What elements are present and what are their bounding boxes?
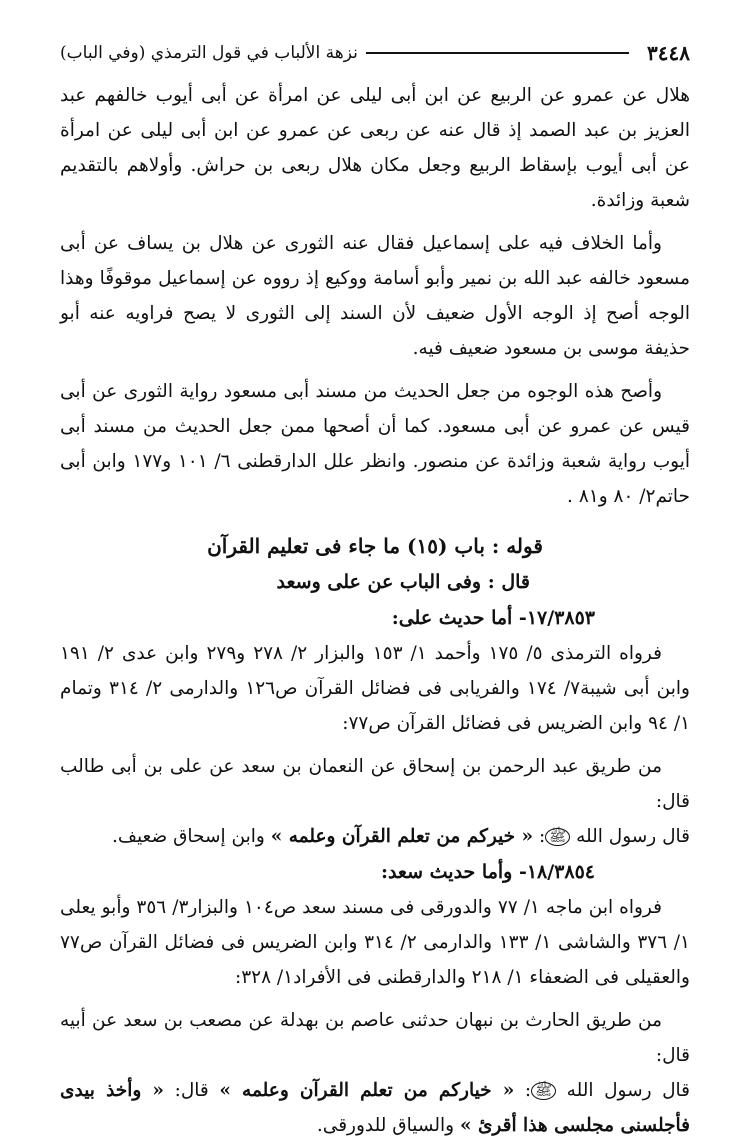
chapter-subheading: قال : وفى الباب عن على وسعد bbox=[276, 571, 530, 593]
hadith-1-saying: قال رسول الله ﷺ: « خيركم من تعلم القرآن وعلمه » وابن إسحاق ضعيف. bbox=[111, 826, 690, 847]
saying-quote: « خياركم من تعلم القرآن وعلمه » bbox=[219, 1080, 515, 1101]
saying-suffix: وابن إسحاق ضعيف. bbox=[111, 826, 265, 847]
hadith-2-sources: فرواه ابن ماجه ١/ ٧٧ والدورقى فى مسند سعد ص١٠٤ والبزار٣/ ٣٥٦ وأبو يعلى ١/ ٣٧٦ والشاشى ١/ ١٣٣ والدارمى ٢/ ٣١٤ وابن الضريس فى فضائل القرآن ص٧٧ والعقيلى فى الضعفاء ١/ ٢١٨ والدارقطنى فى الأفراد١/ ٣٢٨: bbox=[60, 897, 690, 988]
hadith-1-chain: من طريق عبد الرحمن بن إسحاق عن النعمان بن سعد عن على بن أبى طالب قال: bbox=[60, 756, 690, 812]
paragraph-3: وأصح هذه الوجوه من جعل الحديث من مسند أبى مسعود رواية الثورى عن أبى قيس عن عمرو عن أبى مسعود. كما أن أصحها ممن جعل الحديث من مسند أبى أيوب رواية شعبة وزائدة عن منصور. وانظر علل الدارقطنى ٦/ ١٠١ و١٧٧ وابن أبى حاتم٢/ ٨٠ و٨١ . bbox=[60, 381, 690, 507]
hadith-2-saying: قال رسول الله ﷺ: « خياركم من تعلم القرآن وعلمه » قال: « وأخذ بيدى فأجلسنى مجلسى هذا أقرئ » والسياق للدورقى. bbox=[60, 1080, 691, 1136]
pbuh-symbol: ﷺ bbox=[531, 1082, 556, 1100]
saying-quote: « خيركم من تعلم القرآن وعلمه » bbox=[270, 826, 534, 847]
saying-suffix: والسياق للدورقى. bbox=[316, 1115, 455, 1136]
header-rule bbox=[366, 52, 629, 54]
saying-prefix: قال رسول الله bbox=[576, 826, 690, 847]
paragraph-2: وأما الخلاف فيه على إسماعيل فقال عنه الثورى عن هلال بن يساف عن أبى مسعود خالفه عبد الله بن نمير وأبو أسامة ووكيع إذ رووه عن إسماعيل موقوفًا وهذا الوجه أصح إذ الوجه الأول ضعيف لأن السند إلى الثورى لا يصح فراويه عنه أبو حذيفة موسى بن مسعود ضعيف فيه. bbox=[60, 233, 690, 359]
hadith-2-heading: ١٨/٣٨٥٤- وأما حديث سعد: bbox=[380, 861, 595, 883]
page-number: ٣٤٤٨ bbox=[647, 41, 690, 65]
hadith-1-heading: ١٧/٣٨٥٣- أما حديث على: bbox=[391, 607, 595, 629]
hadith-2-chain: من طريق الحارث بن نبهان حدثنى عاصم بن بهدلة عن مصعب بن سعد عن أبيه قال: bbox=[60, 1010, 690, 1066]
running-title: نزهة الألباب في قول الترمذي (وفي الباب) bbox=[60, 43, 358, 63]
hadith-1-sources: فرواه الترمذى ٥/ ١٧٥ وأحمد ١/ ١٥٣ والبزار ٢/ ٢٧٨ و٢٧٩ وابن عدى ٢/ ١٩١ وابن أبى شيبة٧/ ١٧٤ والفريابى فى فضائل القرآن ص١٢٦ والدارمى ٢/ ٣١٤ وتمام ١/ ٩٤ وابن الضريس فى فضائل القرآن ص٧٧: bbox=[60, 643, 690, 734]
pbuh-symbol: ﷺ bbox=[545, 828, 570, 846]
page bbox=[60, 36, 690, 1143]
paragraph-1: هلال عن عمرو عن الربيع عن ابن أبى ليلى عن امرأة عن أبى أيوب خالفهم عبد العزيز بن عبد الصمد إذ قال عنه عن ربعى عن عمرو عن ابن أبى ليلى عن امرأة عن أبى أيوب بإسقاط الربيع وجعل مكان هلال ربعى بن حراش. وأولاهم بالتقديم شعبة وزائدة. bbox=[60, 85, 690, 211]
saying-prefix: قال رسول الله bbox=[566, 1080, 691, 1101]
saying-quote-2: « وأخذ بيدى فأجلسنى مجلسى هذا أقرئ » bbox=[60, 1080, 690, 1136]
running-header bbox=[60, 36, 690, 70]
saying-mid: قال: bbox=[174, 1080, 209, 1101]
chapter-heading: قوله : باب (١٥) ما جاء فى تعليم القرآن bbox=[207, 534, 543, 558]
